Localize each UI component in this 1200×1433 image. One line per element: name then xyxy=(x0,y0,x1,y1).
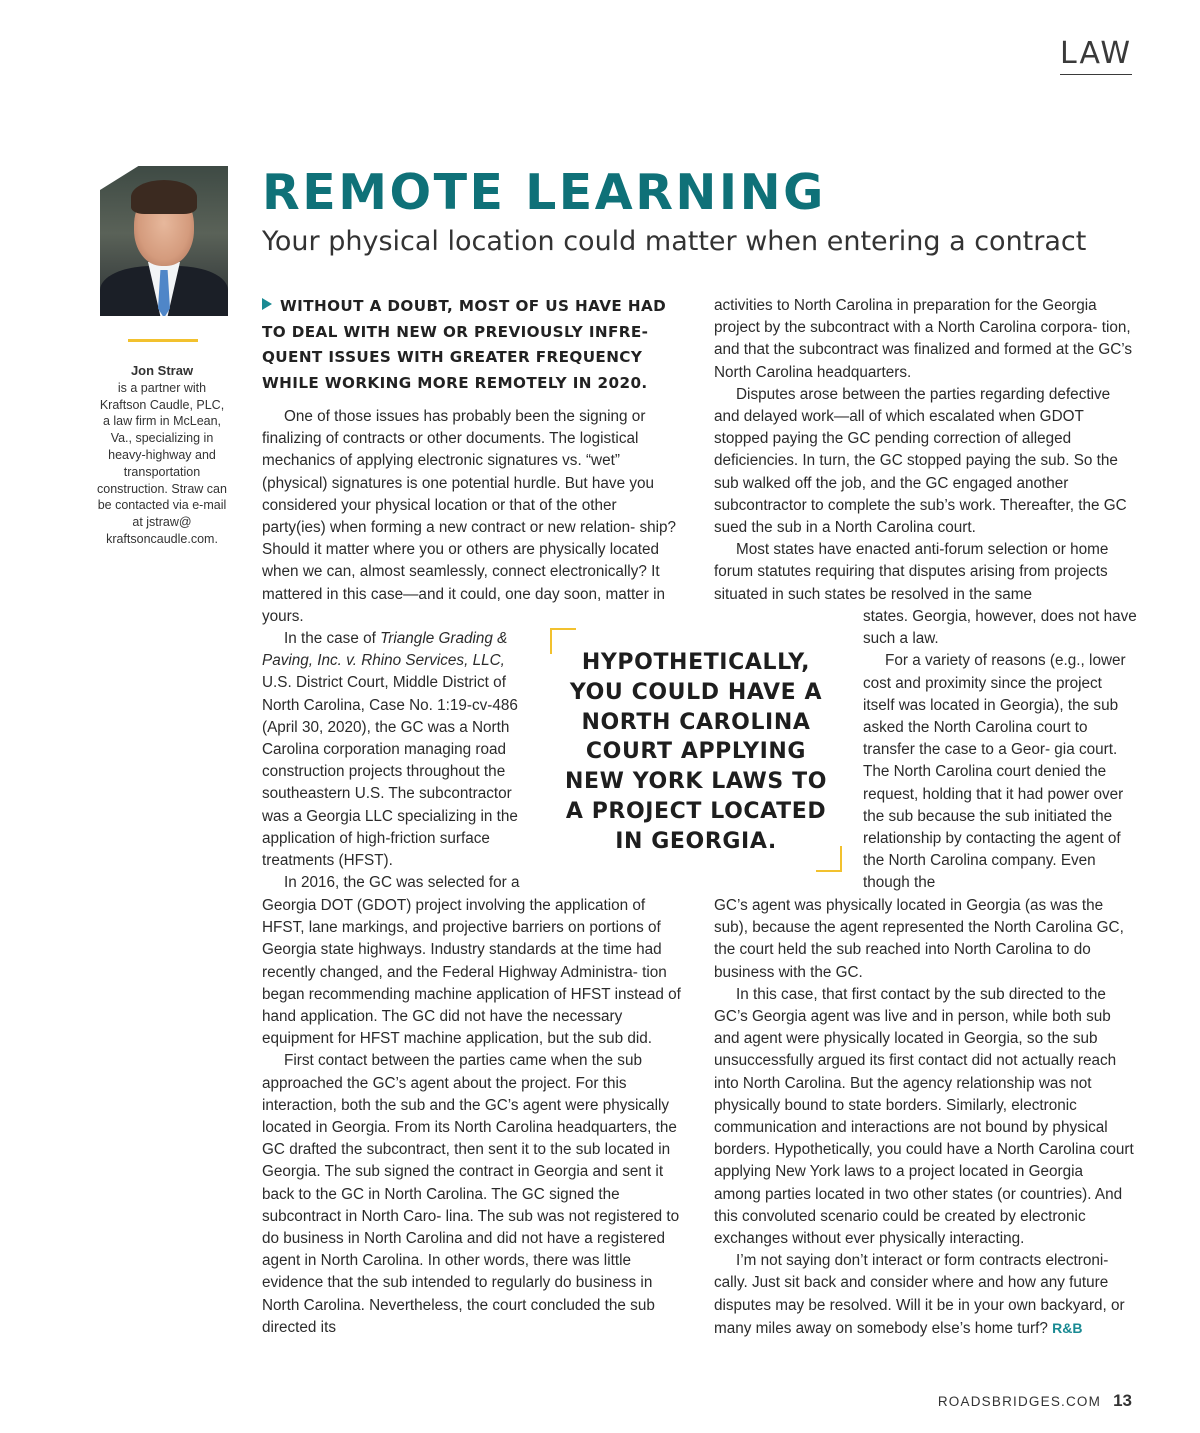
closing-text: I’m not saying don’t interact or form contracts electroni- cally. Just sit back and consider where and how any future disputes may be resolved. Will it be in your own backyard, or many miles away on somebody else’s home turf? xyxy=(714,1252,1125,1337)
pull-quote xyxy=(550,628,842,872)
paragraph: Disputes arose between the parties regarding defective and delayed work—all of which escalated when GDOT stopped paying the GC pending correction of alleged deficiencies. In turn, the GC stopped paying the sub. So the sub walked off the job, and the GC engaged another subcontractor to complete the sub’s work. Thereafter, the GC sued the sub in a North Carolina court. xyxy=(714,385,1127,537)
pull-quote-text: HYPOTHETICALLY, YOU COULD HAVE A NORTH CAROLINA COURT APPLYING NEW YORK LAWS TO A PROJECT LOCATED IN GEORGIA. xyxy=(565,650,827,854)
author-photo xyxy=(100,166,228,316)
left-column-narrow xyxy=(262,628,538,894)
page-footer xyxy=(938,1391,1132,1411)
play-arrow-icon xyxy=(262,298,272,310)
case-paragraph xyxy=(262,628,538,872)
paragraph-2016-start: In 2016, the GC was selected for a xyxy=(284,874,520,892)
author-name: Jon Straw xyxy=(130,363,194,378)
paragraph: states. Georgia, however, does not have such a law. xyxy=(863,608,1137,648)
bio-divider xyxy=(128,339,198,342)
author-bio xyxy=(96,363,228,548)
case-rest: U.S. District Court, Middle District of North Carolina, Case No. 1:19-cv-486 (April 30, 2020), the GC was a North Carolina corporation managing road construction projects throughout the southeastern U.S. The subcontractor was a Georgia LLC specializing in the application of high-friction surface treatments (HFST). xyxy=(262,674,518,870)
case-intro: In the case of xyxy=(284,630,381,647)
author-bio-text: is a partner with Kraftson Caudle, PLC, a law firm in McLean, Va., specializing in heavy-highway and transportation construction. Straw can be contacted via e-mail at jstraw@ kraftsoncaudle.com. xyxy=(97,380,227,546)
footer-site: ROADSBRIDGES.COM xyxy=(937,1394,1102,1409)
closing-paragraph xyxy=(714,1250,1134,1340)
article-subtitle: Your physical location could matter when entering a contract xyxy=(262,226,1087,257)
right-column-bottom xyxy=(714,895,1134,1340)
left-column-top xyxy=(262,406,682,628)
section-label: LAW xyxy=(1060,36,1132,75)
paragraph: activities to North Carolina in preparation for the Georgia project by the subcontract with a North Carolina corpora- tion, and that the subcontract was finalized and formed at the GC’s North Carolina headquarters. xyxy=(714,297,1133,381)
paragraph: In this case, that first contact by the sub directed to the GC’s Georgia agent was live and in person, while both sub and agent were physically located in Georgia, so the sub unsuccessfully argued its first contact did not actually reach into North Carolina. But the agency relationship was not physically bound to state borders. Similarly, electronic communication and interactions are not bound by physical borders. Hypothetically, you could have a North Carolina court applying New York laws to a project located in Georgia among parties located in two other states (or countries). And this convoluted scenario could be created by electronic exchanges without ever physically interacting. xyxy=(714,985,1134,1248)
case-name: Triangle Grading & Paving, Inc. v. Rhino Services, LLC, xyxy=(262,630,508,670)
end-mark: R&B xyxy=(1052,1319,1083,1336)
paragraph: GC’s agent was physically located in Georgia (as was the sub), because the agent represented the North Carolina GC, the court held the sub reached into North Carolina to do business with the GC. xyxy=(714,897,1124,981)
right-column-narrow xyxy=(863,606,1137,895)
paragraph: Most states have enacted anti-forum selection or home forum statutes requiring that disputes arising from projects situated in such states be resolved in the same xyxy=(714,541,1109,603)
paragraph: One of those issues has probably been the signing or finalizing of contracts or other documents. The logistical mechanics of applying electronic signatures vs. “wet” (physical) signatures is one potential hurdle. But have you considered your physical location or that of the other party(ies) when forming a new contract or new relation- ship? Should it matter where you or others are physically located when we can, almost seamlessly, connect electronically? It mattered in this case—and it could, one day soon, matter in yours. xyxy=(262,408,677,625)
paragraph-first-contact: First contact between the parties came when the sub approached the GC’s agent about the project. For this interaction, both the sub and the GC’s agent were physically located in Georgia. From its North Carolina headquarters, the GC drafted the subcontract, then sent it to the sub located in Georgia. The sub signed the contract in Georgia and sent it back to the GC in North Carolina. The GC signed the subcontract in North Caro- lina. The sub was not registered to do business in North Carolina and did not have a registered agent in North Carolina. In other words, there was little evidence that the sub intended to regularly do business in North Carolina. Nevertheless, the court concluded the sub directed its xyxy=(262,1052,680,1336)
lead-paragraph xyxy=(262,294,682,396)
quote-corner-bottom-right xyxy=(816,846,842,872)
paragraph: For a variety of reasons (e.g., lower cost and proximity since the project itself was located in Georgia), the sub asked the North Carolina court to transfer the case to a Geor- gia court. The North Carolina court denied the request, holding that it had power over the sub because the sub initiated the relationship by contacting the agent of the North Carolina company. Even though the xyxy=(863,652,1126,892)
lead-text: WITHOUT A DOUBT, MOST OF US HAVE HAD TO DEAL WITH NEW OR PREVIOUSLY INFRE- QUENT ISSUES WITH GREATER FREQUENCY WHILE WORKING MORE REMOTELY IN 2020. xyxy=(262,297,667,392)
left-column-bottom xyxy=(262,895,682,1339)
right-column-top xyxy=(714,295,1134,606)
paragraph-2016-rest: Georgia DOT (GDOT) project involving the application of HFST, lane markings, and projective barriers on portions of Georgia state highways. Industry standards at the time had recently changed, and the Federal Highway Administra- tion began recommending machine application of HFST instead of hand application. The GC did not have the necessary equipment for HFST machine application, but the sub did. xyxy=(262,897,681,1048)
page-number: 13 xyxy=(1113,1391,1132,1410)
article-title: REMOTE LEARNING xyxy=(262,164,826,221)
